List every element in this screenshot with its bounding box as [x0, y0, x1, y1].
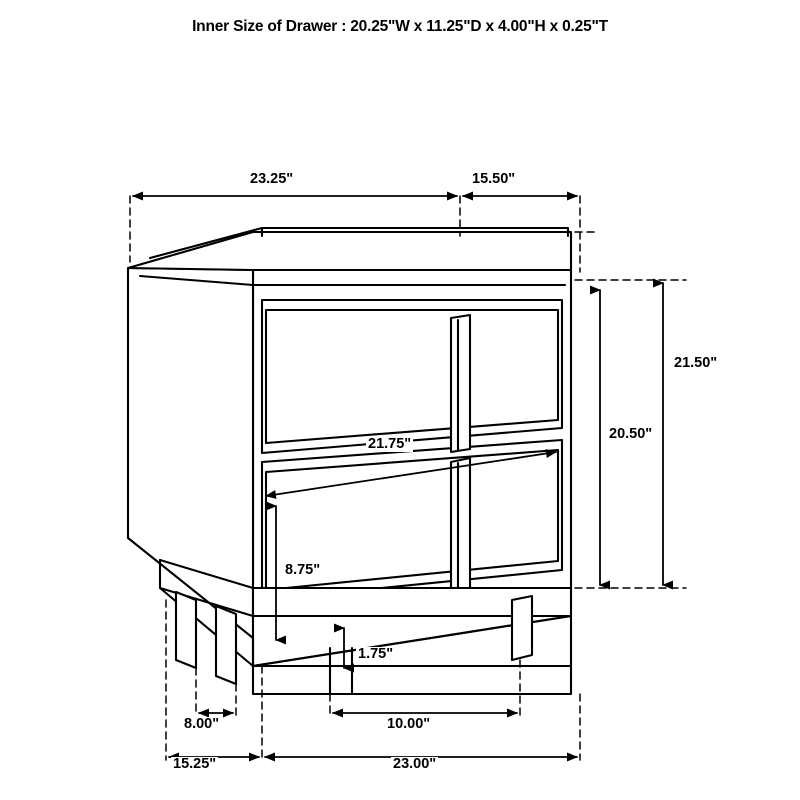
dimension-label-overall-height: 21.50"	[674, 355, 718, 371]
dimension-label-drawer-stack-height: 8.75"	[285, 562, 321, 578]
dimension-label-base-depth: 15.25"	[173, 756, 217, 772]
page-title: Inner Size of Drawer : 20.25"W x 11.25"D x 4.00"H x 0.25"T	[192, 18, 608, 35]
dimension-label-toe-kick-height: 1.75"	[358, 646, 394, 662]
dimension-label-top-depth-side: 15.50"	[472, 171, 516, 187]
dimension-label-case-height: 20.50"	[609, 426, 653, 442]
dimension-label-foot-width-side: 8.00"	[184, 716, 220, 732]
dimension-label-drawer-width: 21.75"	[368, 436, 412, 452]
dimension-label-top-width-front: 23.25"	[250, 171, 294, 187]
dimension-label-base-width: 23.00"	[393, 756, 437, 772]
dimension-label-foot-span-front: 10.00"	[387, 716, 431, 732]
